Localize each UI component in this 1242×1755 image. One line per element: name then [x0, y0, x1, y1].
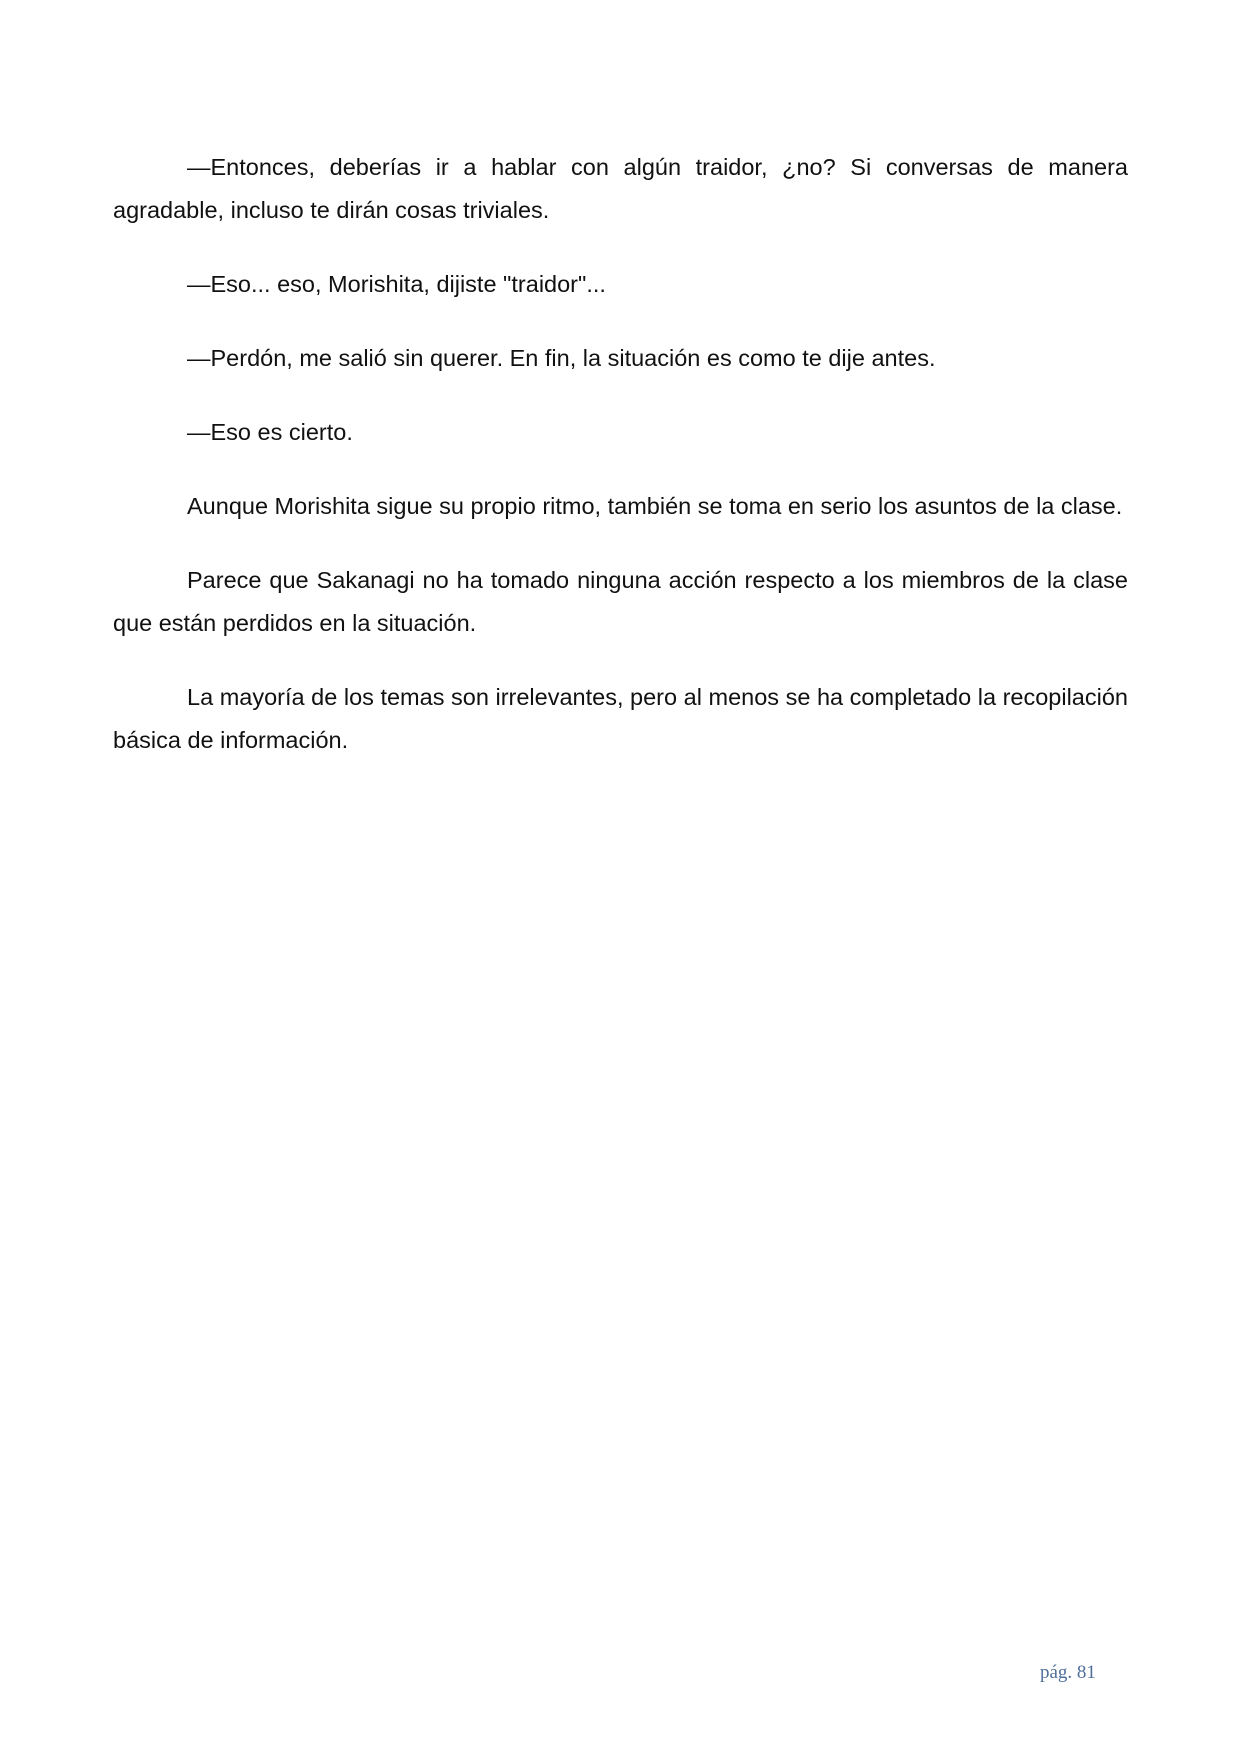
- paragraph: La mayoría de los temas son irrelevantes, pero al menos se ha completado la recopilación básica de información.: [113, 684, 1128, 753]
- document-body: [113, 146, 1128, 793]
- paragraph: Aunque Morishita sigue su propio ritmo, también se toma en serio los asuntos de la clase.: [187, 493, 1123, 519]
- paragraph: Parece que Sakanagi no ha tomado ninguna acción respecto a los miembros de la clase que están perdidos en la situación.: [113, 567, 1128, 636]
- paragraph: —Eso... eso, Morishita, dijiste "traidor"...: [187, 271, 606, 297]
- page-number: pág. 81: [1040, 1662, 1096, 1683]
- paragraph: —Perdón, me salió sin querer. En fin, la situación es como te dije antes.: [187, 345, 936, 371]
- paragraph: —Entonces, deberías ir a hablar con algún traidor, ¿no? Si conversas de manera agradable, incluso te dirán cosas triviales.: [113, 154, 1128, 223]
- paragraph: —Eso es cierto.: [187, 419, 353, 445]
